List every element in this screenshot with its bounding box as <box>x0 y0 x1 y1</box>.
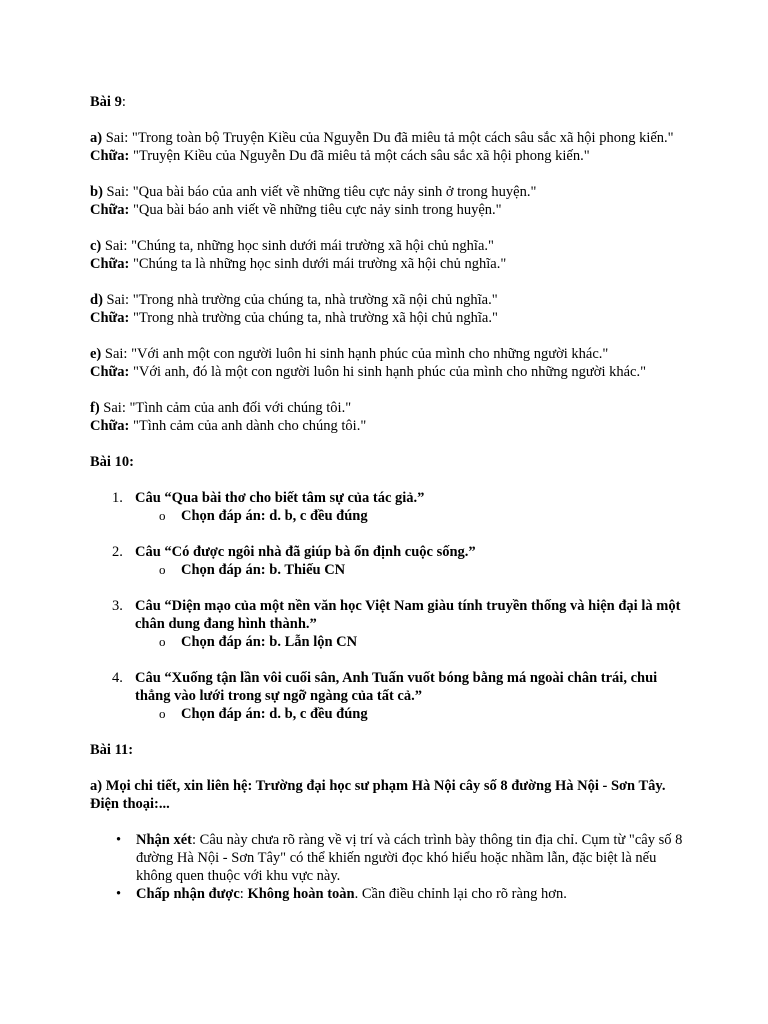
note-label: Chấp nhận được <box>136 886 240 902</box>
answer-label: Chọn đáp án <box>181 634 261 650</box>
corrected-label: Chữa: <box>90 148 130 164</box>
corrected-label: Chữa: <box>90 364 130 380</box>
exercise-11-title: Bài 11: <box>90 742 134 758</box>
exercise-11 <box>90 741 688 903</box>
answer-colon: : <box>260 706 270 722</box>
question-item <box>90 543 688 579</box>
corrected-label: Chữa: <box>90 310 130 326</box>
exercise-9 <box>90 93 688 435</box>
note-label: Nhận xét <box>136 832 192 848</box>
wrong-sentence <box>90 129 688 147</box>
note-list <box>90 831 688 903</box>
item-letter: a) <box>90 130 103 146</box>
wrong-label: Sai: <box>102 292 133 308</box>
question-list <box>90 489 688 723</box>
wrong-label: Sai: <box>102 184 133 200</box>
corrected-sentence <box>90 417 688 435</box>
wrong-text: "Trong nhà trường của chúng ta, nhà trường xã nội chủ nghĩa." <box>132 292 498 308</box>
corrected-text: "Trong nhà trường của chúng ta, nhà trường xã hội chủ nghĩa." <box>129 310 498 326</box>
exercise-9-heading <box>90 93 688 111</box>
exercise-9-item-d <box>90 291 688 327</box>
note-text: : Câu này chưa rõ ràng về vị trí và cách trình bày thông tin địa chỉ. Cụm từ "cây số 8 đường Hà Nội - Sơn Tây" có thể khiến người đọc khó hiểu hoặc nhầm lẫn, đặc biệt là nếu không quen thuộc với khu vực này. <box>136 832 683 884</box>
wrong-label: Sai: <box>102 130 132 146</box>
question-item <box>90 597 688 651</box>
answer-colon: : <box>260 562 270 578</box>
note-text: . Cần điều chỉnh lại cho rõ ràng hơn. <box>354 886 567 902</box>
exercise-9-item-e <box>90 345 688 381</box>
corrected-label: Chữa: <box>90 202 130 218</box>
exercise-9-colon: : <box>121 94 126 110</box>
exercise-10-title: Bài 10: <box>90 454 134 470</box>
circle-bullet-icon: o <box>159 562 166 577</box>
exercise-9-item-a <box>90 129 688 165</box>
corrected-text: "Với anh, đó là một con người luôn hi sinh hạnh phúc của mình cho những người khác." <box>129 364 647 380</box>
wrong-label: Sai: <box>101 238 132 254</box>
question-number: 2. <box>112 544 123 560</box>
wrong-sentence <box>90 345 688 363</box>
question-text: Câu “Có được ngôi nhà đã giúp bà ổn định cuộc sống.” <box>135 544 476 560</box>
answer-value: d. b, c đều đúng <box>269 706 368 722</box>
exercise-10 <box>90 453 688 723</box>
exercise-9-item-c <box>90 237 688 273</box>
answer-line <box>135 705 688 723</box>
wrong-text: "Trong toàn bộ Truyện Kiều của Nguyễn Du đã miêu tả một cách sâu sắc xã hội phong kiến." <box>131 130 674 146</box>
wrong-text: "Qua bài báo của anh viết về những tiêu cực nảy sinh ở trong huyện." <box>132 184 537 200</box>
item-letter: b) <box>90 184 103 200</box>
answer-label: Chọn đáp án <box>181 706 261 722</box>
answer-colon: : <box>260 508 270 524</box>
wrong-text: "Chúng ta, những học sinh dưới mái trường xã hội chủ nghĩa." <box>131 238 494 254</box>
corrected-label: Chữa: <box>90 256 130 272</box>
wrong-sentence <box>90 399 688 417</box>
question-text: Câu “Diện mạo của một nền văn học Việt Nam giàu tính truyền thống và hiện đại là một chân dung đang hình thành.” <box>135 598 681 632</box>
question-text: Câu “Xuống tận lần vôi cuối sân, Anh Tuấn vuốt bóng bằng má ngoài chân trái, chui thẳng vào lưới trong sự ngỡ ngàng của tất cả.” <box>135 670 658 704</box>
wrong-text: "Với anh một con người luôn hi sinh hạnh phúc của mình cho những người khác." <box>131 346 609 362</box>
corrected-text: "Qua bài báo anh viết về những tiêu cực nảy sinh trong huyện." <box>129 202 502 218</box>
note-item <box>90 831 688 885</box>
item-letter: d) <box>90 292 103 308</box>
corrected-sentence <box>90 201 688 219</box>
answer-line <box>135 561 688 579</box>
exercise-9-item-f <box>90 399 688 435</box>
answer-label: Chọn đáp án <box>181 508 261 524</box>
note-colon: : <box>239 886 248 902</box>
circle-bullet-icon: o <box>159 706 166 721</box>
question-number: 3. <box>112 598 123 614</box>
item-letter: e) <box>90 346 102 362</box>
wrong-text: "Tình cảm của anh đối với chúng tôi." <box>129 400 352 416</box>
corrected-label: Chữa: <box>90 418 130 434</box>
wrong-label: Sai: <box>101 346 132 362</box>
corrected-text: "Truyện Kiều của Nguyễn Du đã miêu tả một cách sâu sắc xã hội phong kiến." <box>129 148 590 164</box>
exercise-11-intro: a) Mọi chi tiết, xin liên hệ: Trường đại học sư phạm Hà Nội cây số 8 đường Hà Nội - Sơn Tây. Điện thoại:... <box>90 778 666 812</box>
answer-line <box>135 507 688 525</box>
note-item <box>90 885 688 903</box>
corrected-sentence <box>90 255 688 273</box>
exercise-9-title: Bài 9 <box>90 94 122 110</box>
answer-value: d. b, c đều đúng <box>269 508 368 524</box>
answer-label: Chọn đáp án <box>181 562 261 578</box>
note-emphasis: Không hoàn toàn <box>247 886 355 902</box>
item-letter: c) <box>90 238 102 254</box>
question-text: Câu “Qua bài thơ cho biết tâm sự của tác giả.” <box>135 490 425 506</box>
corrected-text: "Chúng ta là những học sinh dưới mái trường xã hội chủ nghĩa." <box>129 256 507 272</box>
bullet-icon: • <box>116 832 122 848</box>
wrong-sentence <box>90 291 688 309</box>
bullet-icon: • <box>116 886 122 902</box>
answer-line <box>135 633 688 651</box>
question-number: 1. <box>112 490 123 506</box>
circle-bullet-icon: o <box>159 634 166 649</box>
answer-value: b. Lẫn lộn CN <box>269 634 358 650</box>
wrong-sentence <box>90 183 688 201</box>
question-number: 4. <box>112 670 123 686</box>
corrected-sentence <box>90 147 688 165</box>
answer-colon: : <box>260 634 270 650</box>
question-item <box>90 669 688 723</box>
corrected-text: "Tình cảm của anh dành cho chúng tôi." <box>129 418 367 434</box>
corrected-sentence <box>90 363 688 381</box>
circle-bullet-icon: o <box>159 508 166 523</box>
item-letter: f) <box>90 400 100 416</box>
exercise-9-item-b <box>90 183 688 219</box>
wrong-sentence <box>90 237 688 255</box>
wrong-label: Sai: <box>99 400 130 416</box>
answer-value: b. Thiếu CN <box>269 562 346 578</box>
question-item <box>90 489 688 525</box>
corrected-sentence <box>90 309 688 327</box>
